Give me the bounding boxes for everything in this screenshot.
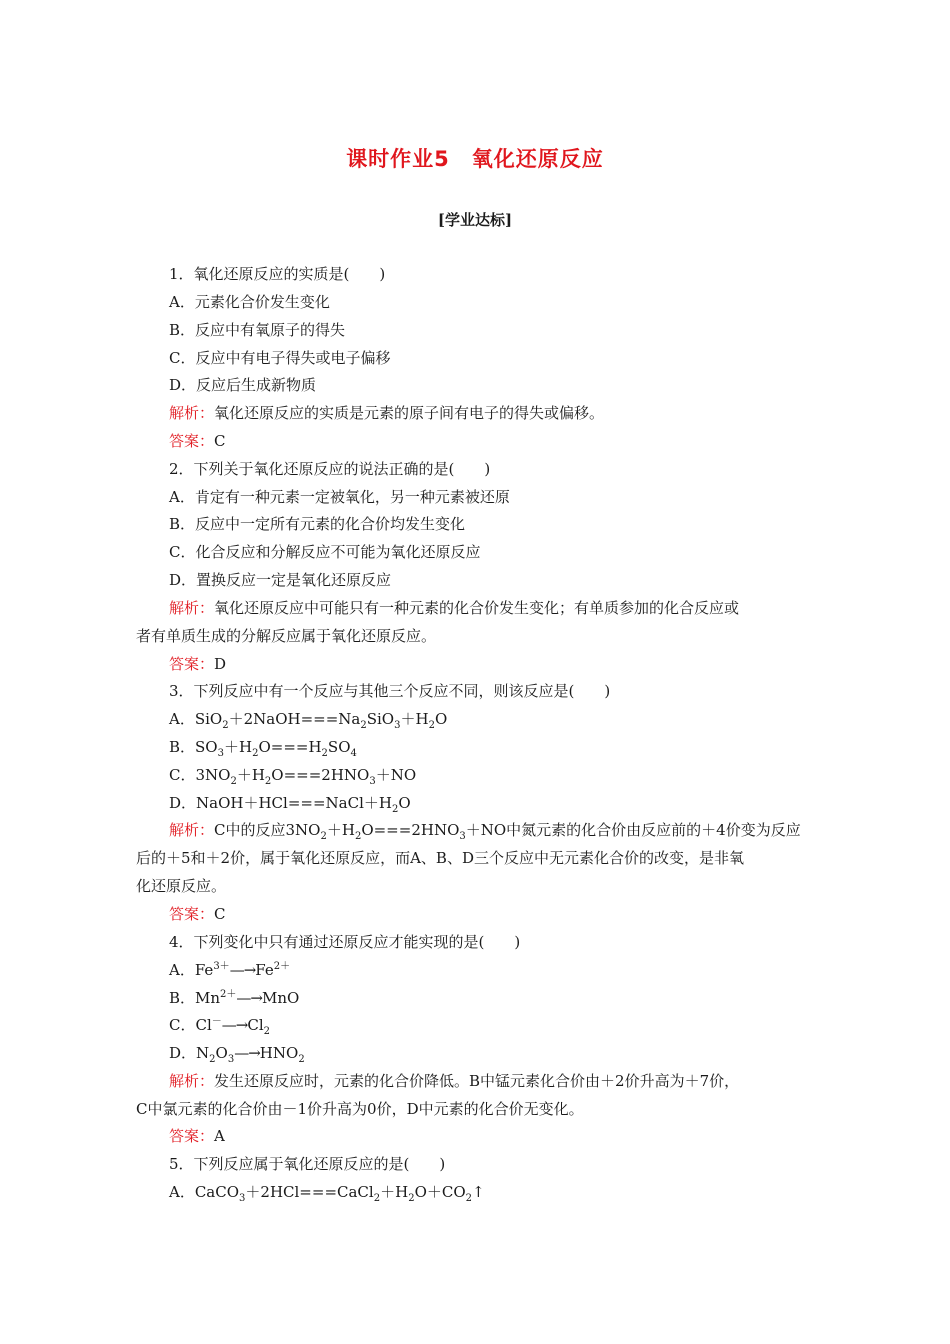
q2-option-c: C．化合反应和分解反应不可能为氧化还原反应 [169, 543, 481, 561]
q1-stem: 1．氧化还原反应的实质是( ) [169, 265, 386, 283]
q2-stem: 2．下列关于氧化还原反应的说法正确的是( ) [169, 460, 491, 478]
q1-option-d: D．反应后生成新物质 [169, 376, 317, 394]
q3-analysis: 解析：C中的反应$3NO_2+H_2O===2HNO_3+NO$中氮元素的化合价由反应前的＋4价变为反应 [169, 821, 801, 842]
analysis-label: 解析： [169, 821, 215, 839]
q3-option-c: C．$3NO_2+H_2O===2HNO_3+NO$ [169, 766, 417, 787]
q4-analysis-cont: C中氯元素的化合价由－1价升高为0价，D中元素的化合价无变化。 [136, 1100, 584, 1118]
q5-option-a: A．$CaCO_3+2HCl===CaCl_2+H_2O+CO_2↑$ [169, 1183, 485, 1204]
analysis-label: 解析： [169, 1072, 215, 1090]
q1-answer: 答案：C [169, 432, 226, 450]
arrow-icon: —→ [236, 989, 262, 1007]
q1-analysis: 解析：氧化还原反应的实质是元素的原子间有电子的得失或偏移。 [169, 404, 605, 422]
q4-option-a: A．$Fe^{3+}—\to Fe^{2+}$ [169, 961, 291, 979]
analysis-label: 解析： [169, 404, 215, 422]
answer-label: 答案： [169, 432, 215, 450]
q2-option-b: B．反应中一定所有元素的化合价均发生变化 [169, 515, 466, 533]
answer-label: 答案： [169, 905, 215, 923]
q1-option-b: B．反应中有氧原子的得失 [169, 321, 346, 339]
q4-analysis: 解析：发生还原反应时，元素的化合价降低。B中锰元素化合价由＋2价升高为＋7价， [169, 1072, 740, 1090]
q4-option-c: C．$Cl^-—\to Cl_2$ [169, 1016, 270, 1037]
q3-analysis-cont-2: 化还原反应。 [136, 877, 227, 895]
q1-option-a: A．元素化合价发生变化 [169, 293, 330, 311]
q3-option-d: D．$NaOH+HCl===NaCl+H_2O$ [169, 794, 411, 815]
q2-answer: 答案：D [169, 655, 227, 673]
page-title: 课时作业5 氧化还原反应 [346, 147, 604, 171]
q3-analysis-cont: 后的＋5和＋2价，属于氧化还原反应，而A、B、D三个反应中无元素化合价的改变，是非氧 [136, 849, 744, 867]
q2-analysis: 解析：氧化还原反应中可能只有一种元素的化合价发生变化；有单质参加的化合反应或 [169, 599, 740, 617]
q3-option-b: B．$SO_3+H_2O===H_2SO_4$ [169, 738, 357, 759]
arrow-icon: —→ [234, 1044, 260, 1062]
q4-option-d: D．$N_2O_3—\to HNO_2$ [169, 1044, 305, 1065]
q2-analysis-cont: 者有单质生成的分解反应属于氧化还原反应。 [136, 627, 437, 645]
q3-option-a: A．$SiO_2+2NaOH===Na_2SiO_3+H_2O$ [169, 710, 448, 731]
q2-option-a: A．肯定有一种元素一定被氧化，另一种元素被还原 [169, 488, 510, 506]
arrow-icon: —→ [221, 1016, 248, 1034]
arrow-icon: —→ [229, 961, 256, 979]
answer-label: 答案： [169, 655, 215, 673]
q3-stem: 3．下列反应中有一个反应与其他三个反应不同，则该反应是( ) [169, 682, 611, 700]
q1-option-c: C．反应中有电子得失或电子偏移 [169, 349, 391, 367]
section-heading: [学业达标] [437, 211, 513, 229]
q3-answer: 答案：C [169, 905, 226, 923]
q4-stem: 4．下列变化中只有通过还原反应才能实现的是( ) [169, 933, 521, 951]
analysis-label: 解析： [169, 599, 215, 617]
q2-option-d: D．置换反应一定是氧化还原反应 [169, 571, 392, 589]
answer-label: 答案： [169, 1127, 215, 1145]
q4-option-b: B．$Mn^{2+}—\to MnO$ [169, 989, 300, 1007]
q5-stem: 5．下列反应属于氧化还原反应的是( ) [169, 1155, 446, 1173]
q4-answer: 答案：A [169, 1127, 225, 1145]
